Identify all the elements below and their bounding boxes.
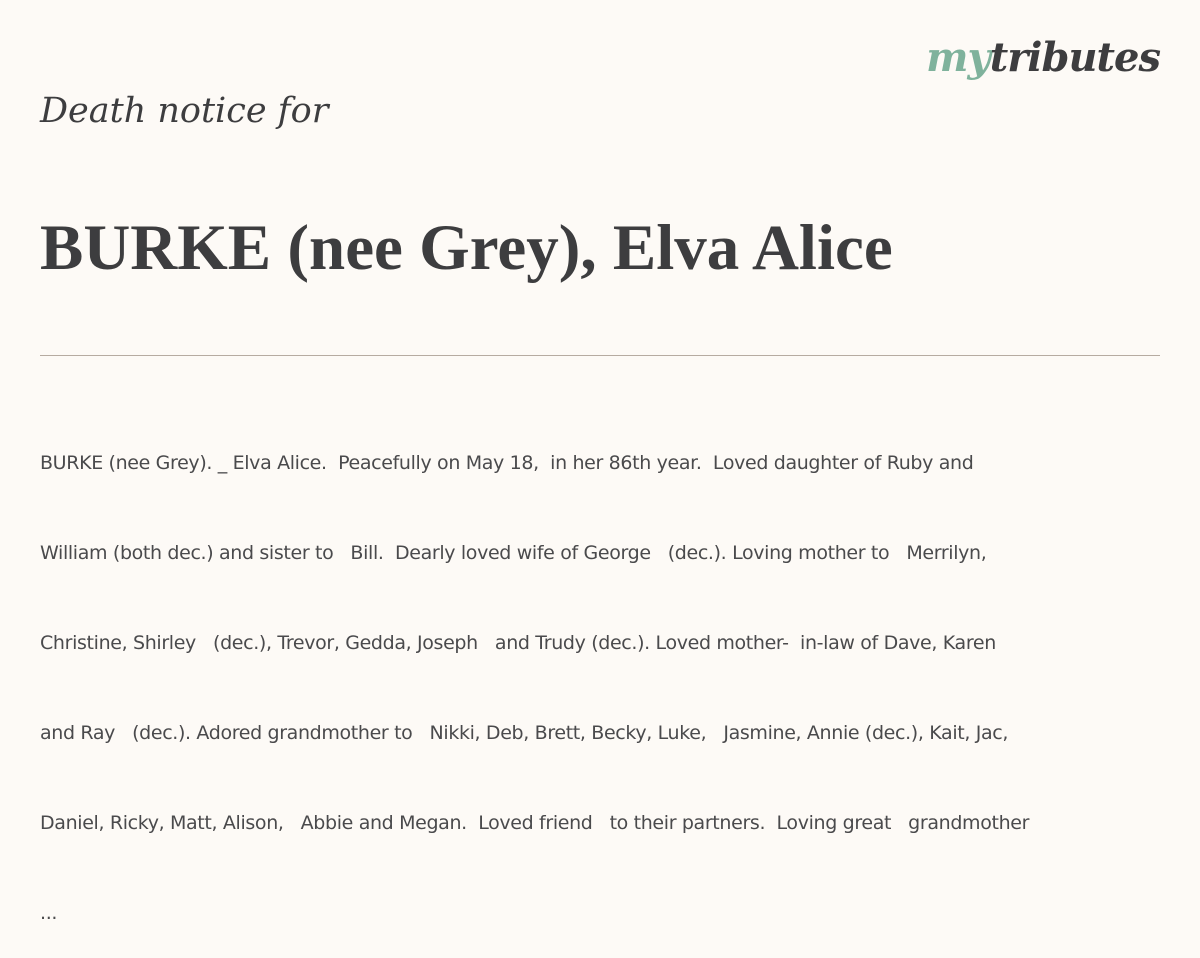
mytributes-logo[interactable] <box>926 34 1160 82</box>
deceased-name: BURKE (nee Grey), Elva Alice <box>40 212 893 284</box>
divider <box>40 355 1160 356</box>
notice-body-line: William (both dec.) and sister to Bill. Dearly loved wife of George (dec.). Loving mother to Merrilyn, <box>40 542 987 564</box>
notice-body-line: Christine, Shirley (dec.), Trevor, Gedda, Joseph and Trudy (dec.). Loved mother- in-law of Dave, Karen <box>40 632 996 654</box>
notice-body-line: BURKE (nee Grey). _ Elva Alice. Peacefully on May 18, in her 86th year. Loved daughter of Ruby and <box>40 452 974 474</box>
logo-suffix: tributes <box>989 34 1160 81</box>
notice-body-line: and Ray (dec.). Adored grandmother to Nikki, Deb, Brett, Becky, Luke, Jasmine, Annie (dec.), Kait, Jac, <box>40 722 1009 744</box>
notice-body <box>40 388 1100 958</box>
logo-prefix: my <box>926 34 990 81</box>
notice-body-ellipsis: ... <box>40 902 58 924</box>
notice-eyebrow: Death notice for <box>40 91 329 131</box>
notice-body-line: Daniel, Ricky, Matt, Alison, Abbie and Megan. Loved friend to their partners. Loving great grandmother <box>40 812 1030 834</box>
